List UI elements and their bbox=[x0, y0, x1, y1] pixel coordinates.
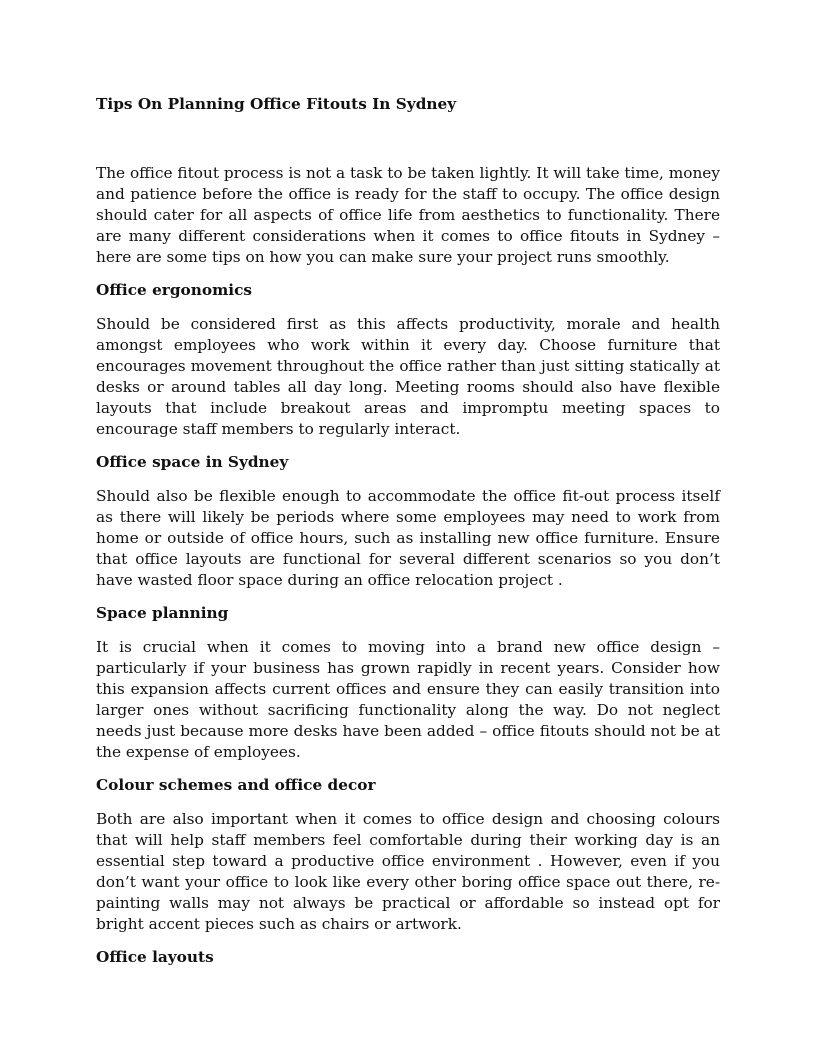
section-heading-office-layouts: Office layouts bbox=[96, 948, 214, 966]
section-heading-space-planning: Space planning bbox=[96, 604, 229, 622]
section-body-office-space: Should also be flexible enough to accommodate the office fit-out process itself as there will likely be periods where some employees may need to work from home or outside of office hours, such as installing new office furniture. Ensure that office layouts are functional for several different scenarios so you don’t have wasted floor space during an office relocation project . bbox=[96, 487, 720, 589]
section-heading-office-ergonomics: Office ergonomics bbox=[96, 281, 253, 299]
section-body-space-planning: It is crucial when it comes to moving into a brand new office design – particularly if your business has grown rapidly in recent years. Consider how this expansion affects current offices and ensure they can easily transition into larger ones without sacrificing functionality along the way. Do not neglect needs just because more desks have been added – office fitouts should not be at the expense of employees. bbox=[96, 638, 720, 761]
section-body-office-ergonomics: Should be considered first as this affects productivity, morale and health amongst employees who work within it every day. Choose furniture that encourages movement throughout the office rather than just sitting statically at desks or around tables all day long. Meeting rooms should also have flexible layouts that include breakout areas and impromptu meeting spaces to encourage staff members to regularly interact. bbox=[96, 315, 720, 438]
section-body-colour-schemes: Both are also important when it comes to office design and choosing colours that will help staff members feel comfortable during their working day is an essential step toward a productive office environment . However, even if you don’t want your office to look like every other boring office space out there, re-painting walls may not always be practical or affordable so instead opt for bright accent pieces such as chairs or artwork. bbox=[96, 810, 720, 933]
document-page bbox=[96, 94, 720, 981]
section-heading-office-space: Office space in Sydney bbox=[96, 453, 289, 471]
intro-paragraph: The office fitout process is not a task to be taken lightly. It will take time, money and patience before the office is ready for the staff to occupy. The office design should cater for all aspects of office life from aesthetics to functionality. There are many different considerations when it comes to office fitouts in Sydney – here are some tips on how you can make sure your project runs smoothly. bbox=[96, 164, 720, 266]
section-heading-colour-schemes: Colour schemes and office decor bbox=[96, 776, 376, 794]
document-title: Tips On Planning Office Fitouts In Sydney bbox=[96, 95, 457, 113]
